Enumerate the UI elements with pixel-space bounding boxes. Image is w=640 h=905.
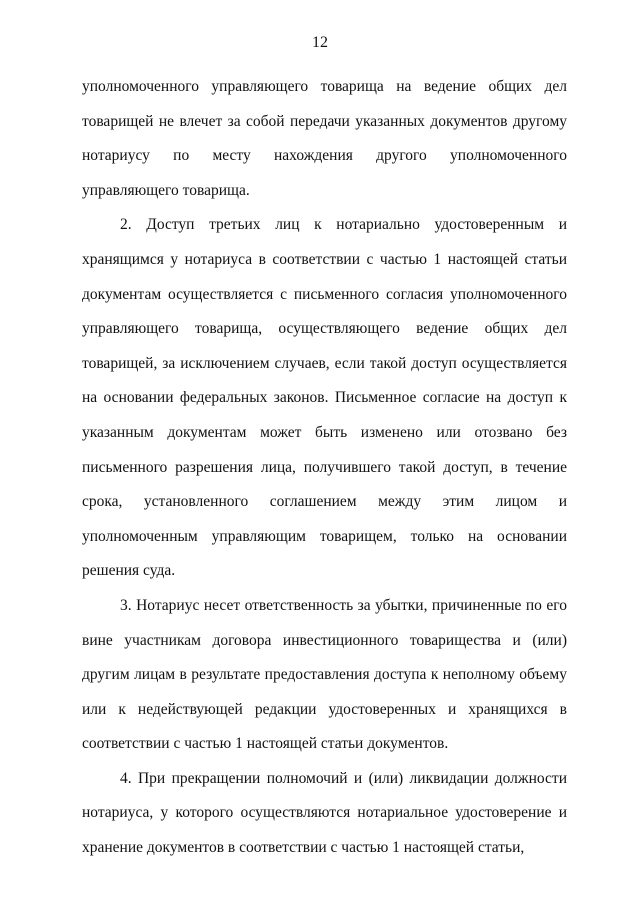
paragraph-clause-2: 2. Доступ третьих лиц к нотариально удостоверенным и хранящимся у нотариуса в соответствии с частью 1 настоящей статьи документам осуществляется с письменного согласия уполномоченного управляющего товарища, осуществляющего ведение общих дел товарищей, за исключением случаев, если такой доступ осуществляется на основании федеральных законов. Письменное согласие на доступ к указанным документам может быть изменено или отозвано без письменного разрешения лица, получившего такой доступ, в течение срока, установленного соглашением между этим лицом и уполномоченным управляющим товарищем, только на основании решения суда. xyxy=(82,216,567,580)
paragraph-clause-4: 4. При прекращении полномочий и (или) ликвидации должности нотариуса, у которого осуществляются нотариальное удостоверение и хранение документов в соответствии с частью 1 настоящей статьи, xyxy=(82,769,567,857)
paragraph-continuation: уполномоченного управляющего товарища на ведение общих дел товарищей не влечет за собой передачи указанных документов другому нотариусу по месту нахождения другого уполномоченного управляющего товарища. xyxy=(82,78,567,199)
document-text-body xyxy=(82,70,567,866)
page-number: 12 xyxy=(312,34,328,51)
paragraph-clause-3: 3. Нотариус несет ответственность за убытки, причиненные по его вине участникам договора инвестиционного товарищества и (или) другим лицам в результате предоставления доступа к неполному объему или к недействующей редакции удостоверенных и хранящихся в соответствии с частью 1 настоящей статьи документов. xyxy=(82,596,567,753)
